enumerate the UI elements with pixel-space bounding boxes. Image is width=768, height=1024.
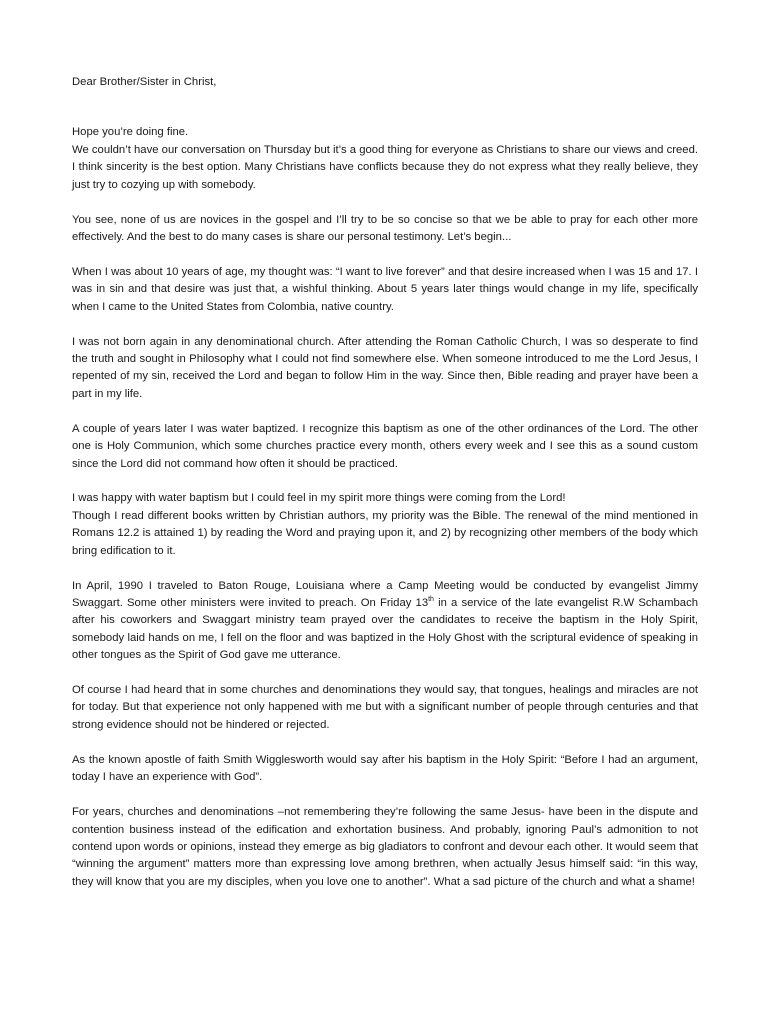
camp-meeting-text-before: In April, 1990 I traveled to Baton Rouge, Louisiana where a Camp Meeting would be conducted by evangelist Jimmy Swaggart. Some other ministers were invited to preach. On Friday 13 bbox=[72, 579, 698, 609]
paragraph-camp-meeting bbox=[72, 578, 698, 665]
camp-meeting-text-after: in a service of the late evangelist R.W Schambach after his coworkers and Swaggart ministry team prayed over the candidates to receive the baptism in the Holy Spirit, somebody laid hands on me, I fell on the floor and was baptized in the Holy Ghost with the scriptural evidence of speaking in other tongues as the Spirit of God gave me utterance. bbox=[72, 596, 699, 662]
renewal-body: Though I read different books written by Christian authors, my priority was the Bible. The renewal of the mind mentioned in Romans 12.2 is attained 1) by reading the Word and praying upon it, and 2) by recognizing other members of the body which bring edification to it. bbox=[72, 509, 698, 557]
salutation: Dear Brother/Sister in Christ, bbox=[72, 76, 217, 88]
paragraph-water-baptism: A couple of years later I was water baptized. I recognize this baptism as one of the other ordinances of the Lord. The other one is Holy Communion, which some churches practice every month, others every week and I see this as a sound custom since the Lord did not command how often it should be practiced. bbox=[72, 422, 698, 470]
paragraph-renewal bbox=[72, 490, 698, 560]
greeting-line: Hope you’re doing fine. bbox=[72, 126, 189, 139]
paragraph-childhood: When I was about 10 years of age, my thought was: “I want to live forever” and that desire increased when I was 15 and 17. I was in sin and that desire was just that, a wishful thinking. About 5 years later things would change in my life, specifically when I came to the United States from Colombia, native country. bbox=[72, 265, 698, 313]
paragraph-contention: For years, churches and denominations –not remembering they’re following the same Jesus- have been in the dispute and contention business instead of the edification and exhortation business. And probably, ignoring Paul’s admonition to not contend upon words or opinions, instead they emerge as big gladiators to confront and devour each other. It would seem that “winning the argument” matters more than expressing love among brethren, when actually Jesus himself said: “in this way, they will know that you are my disciples, when you love one to another”. What a sad picture of the church and what a shame! bbox=[72, 806, 698, 888]
paragraph-wigglesworth-quote: As the known apostle of faith Smith Wigglesworth would say after his baptism in the Holy Spirit: “Before I had an argument, today I have an experience with God”. bbox=[72, 753, 698, 784]
paragraph-tongues: Of course I had heard that in some churches and denominations they would say, that tongues, healings and miracles are not for today. But that experience not only happened with me but with a significant number of people through centuries and that strong evidence should not be hindered or rejected. bbox=[72, 684, 698, 731]
greeting-body: We couldn’t have our conversation on Thursday but it’s a good thing for everyone as Christians to share our views and creed. I think sincerity is the best option. Many Christians have conflicts because they do not express what they really believe, they just try to cozying up with somebody. bbox=[72, 143, 698, 191]
letter-page bbox=[72, 74, 698, 891]
paragraph-greeting bbox=[72, 124, 698, 194]
paragraph-conversion: I was not born again in any denominational church. After attending the Roman Catholic Church, I was so desperate to find the truth and sought in Philosophy what I could not find somewhere else. When someone introduced to me the Lord Jesus, I repented of my sin, received the Lord and began to follow Him in the way. Since then, Bible reading and prayer have been a part in my life. bbox=[72, 335, 698, 400]
paragraph-intro: You see, none of us are novices in the gospel and I’ll try to be so concise so that we be able to pray for each other more effectively. And the best to do many cases is share our personal testimony. Let’s begin... bbox=[72, 213, 698, 243]
ordinal-suffix: th bbox=[428, 596, 434, 604]
renewal-first-line: I was happy with water baptism but I could feel in my spirit more things were coming from the Lord! bbox=[72, 492, 566, 505]
